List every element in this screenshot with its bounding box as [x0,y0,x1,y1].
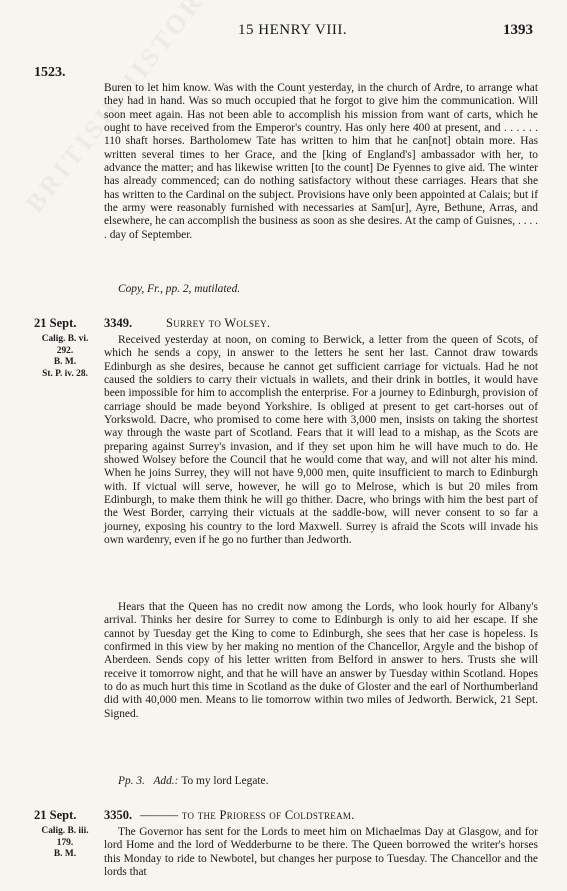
reference-line: 292. [56,345,74,356]
manuscript-reference [30,826,100,861]
entry-paragraph: Received yesterday at noon, on coming to Berwick, a letter from the queen of Scots, of which he sends a copy, in answer to the letters he sent her last. Cannot draw towards Edinburgh as she desires, because he cannot get sufficient carriage for victuals. Had he not caused the soldiers to carry their victuals in wallets, and their drink in bottles, it would have been impossible for him to accomplish the enterprise. For a journey to Edinburgh, provision of carriage should be made beyond Yorkshire. Is obliged at present to get cart-horses out of Yorkswold. Dacre, who promised to come here with 3,000 men, insists on taking the shortest way through the waste part of Scotland. Fears that it will lead to a mishap, as the Scots are preparing against Surrey's invasion, and if they set upon him he will have much to do. He showed Wolsey before the Council that he would come that way, and will not alter his mind. When he joins Surrey, they will not have 9,000 men, quite insufficient to march to Edinburgh with. If victual will serve, however, he will go to Melrose, which is but 20 miles from Edinburgh, to make them think he will go thither. Dacre, who brings with him the best part of the West Border, carrying their victuals at the saddle-bow, will never consent to so far a journey, exposing his country to the lord Maxwell. Surrey is afraid the Scots will invade his own wardenry, even if he go no further than Jedworth. [104,334,538,547]
copy-note: Copy, Fr., pp. 2, mutilated. [118,283,241,295]
year-marker: 1523. [34,65,66,80]
entry-title [140,808,355,823]
reference-line: St. P. iv. 28. [42,368,88,379]
entry-number: 3349. [104,316,133,330]
reference-line: B. M. [53,849,77,859]
running-title: 15 HENRY VIII. [238,22,348,38]
entry-date: 21 Sept. [34,808,77,822]
running-head [0,22,567,44]
address-text: To my lord Legate. [181,775,269,787]
reference-line: B. M. [53,357,77,367]
pagination-note [118,775,268,787]
reference-line: Calig. B. iii. [41,826,89,836]
page-number: 1393 [503,22,533,38]
entry-paragraph: The Governor has sent for the Lords to meet him on Michaelmas Day at Glasgow, and for lord Home and the lord of Wedderburne to be there. The Queen borrowed the writer's horses this Monday to ride to Newbotel, but changes her purpose to Tuesday. The Chancellor and the lords that [104,826,538,879]
reference-line: 179. [56,837,74,848]
entry-date: 21 Sept. [34,316,77,330]
entry-number: 3350. [104,808,133,822]
reference-line: Calig. B. vi. [41,334,89,344]
manuscript-reference [30,334,100,380]
name-dash: ——— [140,808,179,822]
entry-paragraph: Hears that the Queen has no credit now among the Lords, who look hourly for Albany's arrival. Thinks her desire for Surrey to come to Edinburgh is only to aid her escape. If she cannot by Tuesday get the King to come to Edinburgh, she sees that her case is hopeless. Is confirmed in this view by her making no mention of the Chancellor, Argyle and the bishop of Aberdeen. Sends copy of his letter written from Belford in answer to hers. Trusts she will receive it tomorrow night, and that he will have an answer by Tuesday within Scotland. Hopes to do as much hurt this time in Scotland as the duke of Gloster and the earl of Northumberland did with 40,000 men. Means to lie tomorrow within two miles of Jedworth. Berwick, 21 Sept. Signed. [104,601,538,720]
entry-title-text: to the Prioress of Coldstream. [181,808,355,822]
address-label: Add.: [153,775,179,787]
entry-heading [0,808,567,824]
pages-count: Pp. 3. [118,775,145,787]
entry-title: Surrey to Wolsey. [166,316,271,330]
entry-heading [0,316,567,332]
continuation-paragraph: Buren to let him know. Was with the Count yesterday, in the church of Ardre, to arrange what they had in hand. Was so much occupied that he forgot to give him the communication. Will soon meet again. Has not been able to accomplish his mission from want of carts, which he ought to have received from the Emperor's country. Has only here 400 at present, and . . . . . . 110 shaft horses. Bartholomew Tate has written to him that he can[not] obtain more. Has written several times to her Grace, and the [king of England's] ambassador with her, to advance the matter; and has likewise written [to the count] De Fyennes to give aid. The winter has already commenced; can do nothing satisfactory without these carriages. Hears that she has written to the Cardinal on the subject. Provisions have only been appointed at Calais; but if the army were reasonably furnished with necessaries at Sam[ur], Ayre, Bethune, Arras, and elsewhere, he can accomplish the business as soon as she desires. At the camp of Guisnes, . . . . . day of September. [104,82,538,241]
